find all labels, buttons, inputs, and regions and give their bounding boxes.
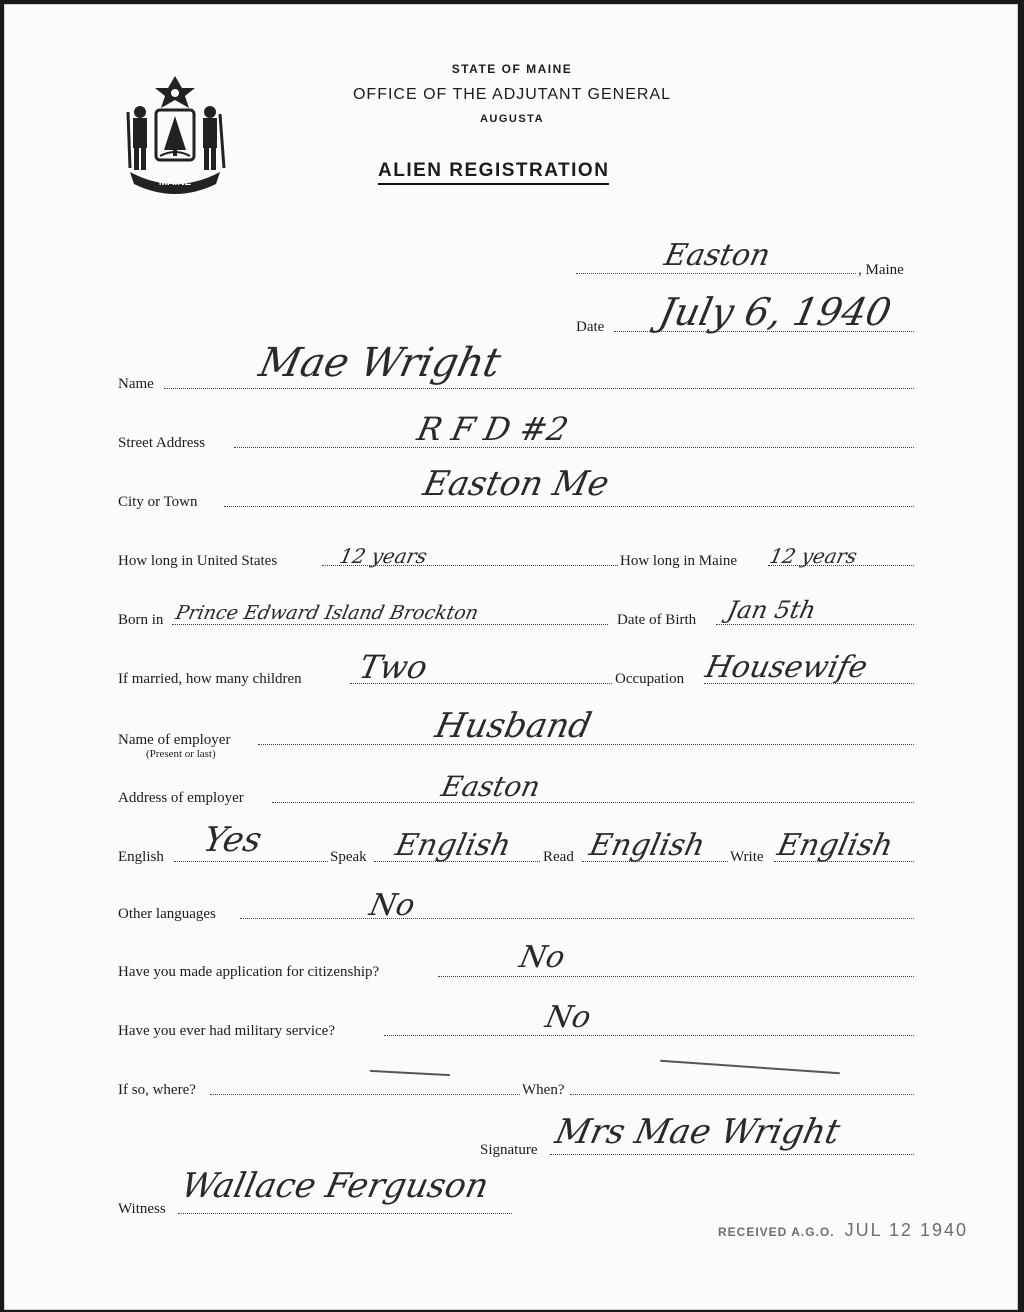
employer-address-label: Address of employer <box>118 790 244 806</box>
children-label: If married, how many children <box>118 671 302 687</box>
city-heading: AUGUSTA <box>479 113 545 125</box>
received-stamp-label: RECEIVED A.G.O. <box>718 1225 835 1239</box>
town-line <box>576 273 856 274</box>
children-value: Two <box>355 648 431 686</box>
english-label: English <box>118 849 164 865</box>
military-line <box>384 1035 914 1036</box>
date-value: July 6, 1940 <box>655 290 896 334</box>
name-value: Mae Wright <box>255 340 505 386</box>
where-line <box>210 1094 520 1095</box>
write-label: Write <box>730 849 764 865</box>
witness-value: Wallace Ferguson <box>177 1166 493 1206</box>
office-heading: OFFICE OF THE ADJUTANT GENERAL <box>352 86 672 103</box>
date-of-birth-label: Date of Birth <box>617 612 697 628</box>
date-of-birth-line <box>716 624 914 625</box>
street-line <box>234 447 914 448</box>
street-value: R F D #2 <box>413 410 572 448</box>
employer-note: (Present or last) <box>146 748 216 760</box>
read-label: Read <box>543 849 574 865</box>
born-in-value: Prince Edward Island Brockton <box>173 602 481 624</box>
name-line <box>164 388 914 389</box>
witness-line <box>178 1213 512 1214</box>
received-stamp-date: JUL 12 1940 <box>844 1220 968 1240</box>
signature-value: Mrs Mae Wright <box>551 1112 844 1152</box>
english-value: Yes <box>199 820 266 860</box>
employer-label: Name of employer <box>118 732 231 748</box>
military-value: No <box>542 1000 595 1035</box>
employer-address-value: Easton <box>438 770 544 803</box>
born-in-line <box>172 624 608 625</box>
date-label: Date <box>576 319 605 335</box>
witness-label: Witness <box>118 1201 166 1217</box>
how-long-us-label: How long in United States <box>118 553 278 569</box>
born-in-label: Born in <box>118 612 164 628</box>
where-label: If so, where? <box>118 1082 196 1098</box>
military-label: Have you ever had military service? <box>118 1023 335 1039</box>
how-long-us-value: 12 years <box>337 544 430 568</box>
occupation-label: Occupation <box>615 671 685 687</box>
town-value: Easton <box>661 238 774 273</box>
state-heading: STATE OF MAINE <box>451 62 573 76</box>
other-languages-value: No <box>366 888 419 923</box>
read-value: English <box>586 828 709 863</box>
date-of-birth-value: Jan 5th <box>725 596 819 624</box>
signature-line <box>550 1154 914 1155</box>
citizenship-label: Have you made application for citizenship? <box>118 964 380 980</box>
other-languages-label: Other languages <box>118 906 216 922</box>
city-line <box>224 506 914 507</box>
when-label: When? <box>522 1082 565 1098</box>
how-long-maine-label: How long in Maine <box>620 553 738 569</box>
english-line <box>174 861 328 862</box>
write-value: English <box>774 828 897 863</box>
received-stamp <box>718 1220 968 1241</box>
how-long-maine-value: 12 years <box>767 544 860 568</box>
maine-label: , Maine <box>858 262 904 278</box>
name-label: Name <box>118 376 154 392</box>
city-value: Easton Me <box>419 464 613 504</box>
speak-value: English <box>392 828 515 863</box>
other-languages-line <box>240 918 914 919</box>
speak-label: Speak <box>330 849 367 865</box>
city-label: City or Town <box>118 494 198 510</box>
when-line <box>570 1094 914 1095</box>
citizenship-line <box>438 976 914 977</box>
street-label: Street Address <box>118 435 206 451</box>
signature-label: Signature <box>480 1142 538 1158</box>
employer-address-line <box>272 802 914 803</box>
citizenship-value: No <box>516 940 569 975</box>
occupation-value: Housewife <box>702 650 871 685</box>
svg-text:MAINE: MAINE <box>158 177 192 188</box>
employer-value: Husband <box>431 706 595 746</box>
form-title: ALIEN REGISTRATION <box>378 160 609 185</box>
